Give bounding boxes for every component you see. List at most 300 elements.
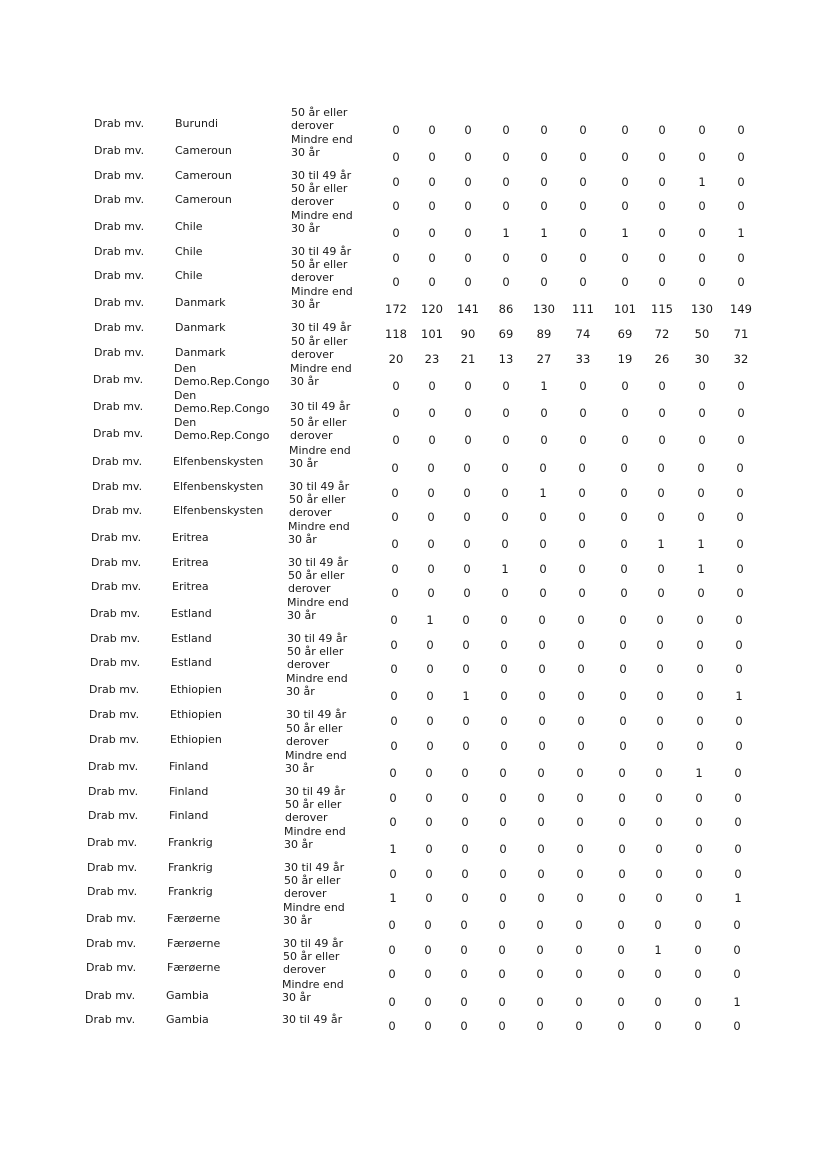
value-cell: 0 xyxy=(463,461,471,475)
value-cell: 0 xyxy=(655,766,663,780)
value-cell: 0 xyxy=(695,842,703,856)
value-cell: 0 xyxy=(736,461,744,475)
age-group-cell: 50 år eller derover xyxy=(290,416,347,442)
value-cell: 0 xyxy=(618,815,626,829)
value-cell: 0 xyxy=(656,689,664,703)
value-cell: 0 xyxy=(656,638,664,652)
value-cell: 0 xyxy=(540,150,548,164)
value-cell: 0 xyxy=(501,510,509,524)
value-cell: 0 xyxy=(464,226,472,240)
crime-type-cell: Drab mv. xyxy=(89,683,140,696)
value-cell: 0 xyxy=(463,586,471,600)
value-cell: 89 xyxy=(536,327,552,341)
age-group-cell: Mindre end 30 år xyxy=(287,596,349,622)
value-cell: 0 xyxy=(540,251,548,265)
value-cell: 0 xyxy=(502,123,510,137)
value-cell: 0 xyxy=(389,867,397,881)
value-cell: 0 xyxy=(696,714,704,728)
value-cell: 30 xyxy=(694,352,710,366)
value-cell: 0 xyxy=(578,586,586,600)
crime-type-cell: Drab mv. xyxy=(87,836,138,849)
value-cell: 32 xyxy=(733,352,749,366)
crime-type-cell: Drab mv. xyxy=(94,117,145,130)
value-cell: 0 xyxy=(658,406,666,420)
value-cell: 72 xyxy=(654,327,670,341)
value-cell: 0 xyxy=(578,461,586,475)
value-cell: 27 xyxy=(536,352,552,366)
value-cell: 0 xyxy=(428,150,436,164)
crime-type-cell: Drab mv. xyxy=(94,245,145,258)
value-cell: 0 xyxy=(462,739,470,753)
age-group-cell: 30 til 49 år xyxy=(291,321,352,334)
age-group-cell: Mindre end 30 år xyxy=(291,285,353,311)
value-cell: 0 xyxy=(464,123,472,137)
value-cell: 0 xyxy=(695,867,703,881)
value-cell: 0 xyxy=(656,662,664,676)
age-group-cell: 30 til 49 år xyxy=(290,400,351,413)
value-cell: 0 xyxy=(577,613,585,627)
crime-type-cell: Drab mv. xyxy=(94,193,145,206)
value-cell: 0 xyxy=(538,739,546,753)
value-cell: 74 xyxy=(575,327,591,341)
value-cell: 0 xyxy=(462,714,470,728)
value-cell: 1 xyxy=(540,226,548,240)
crime-type-cell: Drab mv. xyxy=(91,531,142,544)
value-cell: 0 xyxy=(621,433,629,447)
value-cell: 0 xyxy=(737,251,745,265)
value-cell: 0 xyxy=(388,1019,396,1033)
value-cell: 0 xyxy=(578,510,586,524)
value-cell: 0 xyxy=(697,510,705,524)
value-cell: 0 xyxy=(425,867,433,881)
crime-type-cell: Drab mv. xyxy=(94,296,145,309)
value-cell: 0 xyxy=(391,537,399,551)
value-cell: 0 xyxy=(619,714,627,728)
value-cell: 1 xyxy=(389,891,397,905)
age-group-cell: 30 til 49 år xyxy=(284,861,345,874)
value-cell: 0 xyxy=(577,662,585,676)
value-cell: 0 xyxy=(658,175,666,189)
value-cell: 0 xyxy=(658,433,666,447)
value-cell: 0 xyxy=(537,815,545,829)
value-cell: 0 xyxy=(658,150,666,164)
crime-type-cell: Drab mv. xyxy=(86,961,137,974)
value-cell: 0 xyxy=(618,842,626,856)
value-cell: 1 xyxy=(733,995,741,1009)
value-cell: 0 xyxy=(579,379,587,393)
value-cell: 0 xyxy=(575,1019,583,1033)
value-cell: 0 xyxy=(736,586,744,600)
value-cell: 1 xyxy=(389,842,397,856)
value-cell: 0 xyxy=(698,275,706,289)
value-cell: 0 xyxy=(462,613,470,627)
value-cell: 0 xyxy=(498,918,506,932)
country-cell: Finland xyxy=(169,760,209,773)
country-cell: Elfenbenskysten xyxy=(173,504,264,517)
value-cell: 0 xyxy=(621,199,629,213)
value-cell: 0 xyxy=(576,842,584,856)
value-cell: 0 xyxy=(657,486,665,500)
value-cell: 0 xyxy=(498,967,506,981)
age-group-cell: 50 år eller derover xyxy=(285,798,342,824)
value-cell: 0 xyxy=(618,867,626,881)
value-cell: 0 xyxy=(658,275,666,289)
value-cell: 0 xyxy=(498,943,506,957)
value-cell: 0 xyxy=(579,150,587,164)
value-cell: 0 xyxy=(462,638,470,652)
crime-type-cell: Drab mv. xyxy=(87,861,138,874)
value-cell: 0 xyxy=(502,251,510,265)
value-cell: 0 xyxy=(733,1019,741,1033)
crime-type-cell: Drab mv. xyxy=(88,785,139,798)
value-cell: 0 xyxy=(426,662,434,676)
value-cell: 0 xyxy=(620,562,628,576)
crime-type-cell: Drab mv. xyxy=(87,885,138,898)
value-cell: 101 xyxy=(614,302,636,316)
age-group-cell: 50 år eller derover xyxy=(283,950,340,976)
age-group-cell: Mindre end 30 år xyxy=(289,444,351,470)
value-cell: 0 xyxy=(579,199,587,213)
value-cell: 0 xyxy=(694,967,702,981)
value-cell: 0 xyxy=(390,662,398,676)
value-cell: 0 xyxy=(538,689,546,703)
value-cell: 0 xyxy=(656,739,664,753)
value-cell: 0 xyxy=(735,739,743,753)
value-cell: 0 xyxy=(392,199,400,213)
age-group-cell: Mindre end 30 år xyxy=(290,362,352,388)
country-cell: Ethiopien xyxy=(170,683,222,696)
value-cell: 0 xyxy=(392,251,400,265)
value-cell: 0 xyxy=(617,943,625,957)
value-cell: 1 xyxy=(539,486,547,500)
value-cell: 0 xyxy=(617,995,625,1009)
value-cell: 0 xyxy=(579,275,587,289)
value-cell: 115 xyxy=(651,302,673,316)
value-cell: 1 xyxy=(654,943,662,957)
value-cell: 111 xyxy=(572,302,594,316)
value-cell: 0 xyxy=(463,562,471,576)
value-cell: 0 xyxy=(428,433,436,447)
value-cell: 0 xyxy=(502,175,510,189)
value-cell: 0 xyxy=(698,379,706,393)
value-cell: 0 xyxy=(734,815,742,829)
country-cell: Frankrig xyxy=(168,885,213,898)
value-cell: 0 xyxy=(657,461,665,475)
value-cell: 0 xyxy=(499,791,507,805)
value-cell: 0 xyxy=(392,433,400,447)
country-cell: Færøerne xyxy=(167,961,221,974)
age-group-cell: 30 til 49 år xyxy=(291,245,352,258)
country-cell: Frankrig xyxy=(168,861,213,874)
value-cell: 0 xyxy=(618,766,626,780)
country-cell: Finland xyxy=(169,785,209,798)
value-cell: 0 xyxy=(694,995,702,1009)
value-cell: 0 xyxy=(654,995,662,1009)
value-cell: 0 xyxy=(540,175,548,189)
age-group-cell: 50 år eller derover xyxy=(286,722,343,748)
crime-type-cell: Drab mv. xyxy=(93,400,144,413)
value-cell: 0 xyxy=(499,842,507,856)
value-cell: 120 xyxy=(421,302,443,316)
value-cell: 26 xyxy=(654,352,670,366)
crime-type-cell: Drab mv. xyxy=(85,989,136,1002)
value-cell: 0 xyxy=(426,689,434,703)
value-cell: 0 xyxy=(735,613,743,627)
value-cell: 0 xyxy=(737,275,745,289)
age-group-cell: Mindre end 30 år xyxy=(282,978,344,1004)
value-cell: 0 xyxy=(389,791,397,805)
value-cell: 13 xyxy=(498,352,514,366)
value-cell: 0 xyxy=(500,739,508,753)
value-cell: 0 xyxy=(426,714,434,728)
value-cell: 0 xyxy=(425,815,433,829)
value-cell: 1 xyxy=(697,562,705,576)
value-cell: 0 xyxy=(427,461,435,475)
value-cell: 0 xyxy=(388,995,396,1009)
value-cell: 0 xyxy=(461,815,469,829)
country-cell: Chile xyxy=(175,245,203,258)
value-cell: 0 xyxy=(617,1019,625,1033)
value-cell: 50 xyxy=(694,327,710,341)
value-cell: 0 xyxy=(621,275,629,289)
value-cell: 0 xyxy=(502,199,510,213)
value-cell: 0 xyxy=(694,918,702,932)
value-cell: 0 xyxy=(538,613,546,627)
country-cell: Finland xyxy=(169,809,209,822)
value-cell: 0 xyxy=(655,842,663,856)
value-cell: 0 xyxy=(464,433,472,447)
value-cell: 0 xyxy=(501,586,509,600)
value-cell: 0 xyxy=(499,766,507,780)
country-cell: Eritrea xyxy=(172,556,209,569)
value-cell: 0 xyxy=(576,766,584,780)
value-cell: 0 xyxy=(428,175,436,189)
country-cell: Elfenbenskysten xyxy=(173,455,264,468)
country-cell: Frankrig xyxy=(168,836,213,849)
value-cell: 0 xyxy=(390,739,398,753)
value-cell: 0 xyxy=(461,842,469,856)
value-cell: 0 xyxy=(655,791,663,805)
crime-type-cell: Drab mv. xyxy=(94,144,145,157)
value-cell: 130 xyxy=(691,302,713,316)
crime-type-cell: Drab mv. xyxy=(92,504,143,517)
value-cell: 0 xyxy=(735,662,743,676)
value-cell: 0 xyxy=(464,199,472,213)
crime-type-cell: Drab mv. xyxy=(94,346,145,359)
value-cell: 0 xyxy=(428,406,436,420)
value-cell: 0 xyxy=(536,918,544,932)
country-cell: Chile xyxy=(175,269,203,282)
country-cell: Estland xyxy=(171,632,212,645)
value-cell: 0 xyxy=(619,613,627,627)
value-cell: 0 xyxy=(696,689,704,703)
value-cell: 0 xyxy=(621,150,629,164)
value-cell: 0 xyxy=(501,486,509,500)
country-cell: Estland xyxy=(171,607,212,620)
value-cell: 0 xyxy=(578,486,586,500)
value-cell: 0 xyxy=(579,433,587,447)
value-cell: 0 xyxy=(577,689,585,703)
value-cell: 0 xyxy=(576,891,584,905)
value-cell: 0 xyxy=(655,867,663,881)
crime-type-cell: Drab mv. xyxy=(88,809,139,822)
value-cell: 0 xyxy=(577,714,585,728)
value-cell: 0 xyxy=(427,586,435,600)
country-cell: Chile xyxy=(175,220,203,233)
value-cell: 172 xyxy=(385,302,407,316)
value-cell: 0 xyxy=(502,406,510,420)
crime-type-cell: Drab mv. xyxy=(90,656,141,669)
value-cell: 0 xyxy=(391,461,399,475)
value-cell: 0 xyxy=(428,199,436,213)
value-cell: 0 xyxy=(537,891,545,905)
value-cell: 0 xyxy=(696,638,704,652)
value-cell: 0 xyxy=(499,891,507,905)
value-cell: 0 xyxy=(733,967,741,981)
value-cell: 0 xyxy=(695,791,703,805)
crime-type-cell: Drab mv. xyxy=(85,1013,136,1026)
value-cell: 0 xyxy=(540,433,548,447)
value-cell: 0 xyxy=(392,123,400,137)
value-cell: 0 xyxy=(500,714,508,728)
value-cell: 0 xyxy=(425,842,433,856)
value-cell: 0 xyxy=(501,461,509,475)
value-cell: 0 xyxy=(733,918,741,932)
crime-type-cell: Drab mv. xyxy=(93,373,144,386)
value-cell: 0 xyxy=(575,967,583,981)
value-cell: 1 xyxy=(734,891,742,905)
value-cell: 1 xyxy=(698,175,706,189)
value-cell: 0 xyxy=(737,150,745,164)
value-cell: 0 xyxy=(698,251,706,265)
value-cell: 0 xyxy=(426,739,434,753)
value-cell: 149 xyxy=(730,302,752,316)
country-cell: Eritrea xyxy=(172,580,209,593)
value-cell: 141 xyxy=(457,302,479,316)
crime-type-cell: Drab mv. xyxy=(86,912,137,925)
crime-type-cell: Drab mv. xyxy=(86,937,137,950)
value-cell: 0 xyxy=(536,967,544,981)
value-cell: 0 xyxy=(737,406,745,420)
age-group-cell: 30 til 49 år xyxy=(291,169,352,182)
value-cell: 0 xyxy=(424,967,432,981)
value-cell: 0 xyxy=(698,433,706,447)
value-cell: 0 xyxy=(657,586,665,600)
value-cell: 0 xyxy=(540,275,548,289)
value-cell: 0 xyxy=(736,486,744,500)
value-cell: 0 xyxy=(464,406,472,420)
value-cell: 0 xyxy=(463,510,471,524)
value-cell: 1 xyxy=(501,562,509,576)
age-group-cell: 50 år eller derover xyxy=(291,106,348,132)
value-cell: 130 xyxy=(533,302,555,316)
value-cell: 0 xyxy=(502,275,510,289)
value-cell: 69 xyxy=(498,327,514,341)
value-cell: 0 xyxy=(737,379,745,393)
value-cell: 0 xyxy=(464,379,472,393)
value-cell: 0 xyxy=(392,379,400,393)
age-group-cell: 50 år eller derover xyxy=(284,874,341,900)
value-cell: 0 xyxy=(424,918,432,932)
value-cell: 0 xyxy=(540,123,548,137)
value-cell: 0 xyxy=(575,918,583,932)
value-cell: 0 xyxy=(464,175,472,189)
value-cell: 0 xyxy=(619,739,627,753)
value-cell: 0 xyxy=(427,562,435,576)
value-cell: 0 xyxy=(428,226,436,240)
value-cell: 0 xyxy=(462,662,470,676)
value-cell: 0 xyxy=(389,815,397,829)
value-cell: 0 xyxy=(697,461,705,475)
country-cell: Færøerne xyxy=(167,937,221,950)
crime-type-cell: Drab mv. xyxy=(92,455,143,468)
value-cell: 101 xyxy=(421,327,443,341)
value-cell: 0 xyxy=(737,123,745,137)
value-cell: 0 xyxy=(502,150,510,164)
value-cell: 0 xyxy=(539,586,547,600)
country-cell: Cameroun xyxy=(175,193,232,206)
value-cell: 0 xyxy=(392,275,400,289)
value-cell: 0 xyxy=(498,1019,506,1033)
value-cell: 0 xyxy=(579,123,587,137)
crime-type-cell: Drab mv. xyxy=(94,220,145,233)
value-cell: 0 xyxy=(733,943,741,957)
value-cell: 0 xyxy=(460,1019,468,1033)
value-cell: 0 xyxy=(618,891,626,905)
value-cell: 0 xyxy=(619,689,627,703)
value-cell: 0 xyxy=(391,562,399,576)
value-cell: 0 xyxy=(696,662,704,676)
value-cell: 0 xyxy=(578,562,586,576)
value-cell: 0 xyxy=(502,379,510,393)
value-cell: 0 xyxy=(540,406,548,420)
value-cell: 0 xyxy=(697,486,705,500)
value-cell: 0 xyxy=(654,1019,662,1033)
value-cell: 0 xyxy=(460,943,468,957)
value-cell: 0 xyxy=(657,510,665,524)
value-cell: 0 xyxy=(463,537,471,551)
value-cell: 0 xyxy=(427,537,435,551)
value-cell: 0 xyxy=(736,537,744,551)
value-cell: 0 xyxy=(463,486,471,500)
value-cell: 0 xyxy=(735,714,743,728)
value-cell: 0 xyxy=(698,150,706,164)
country-cell: Cameroun xyxy=(175,169,232,182)
value-cell: 0 xyxy=(425,891,433,905)
value-cell: 0 xyxy=(621,379,629,393)
value-cell: 0 xyxy=(464,275,472,289)
value-cell: 1 xyxy=(540,379,548,393)
value-cell: 21 xyxy=(460,352,476,366)
value-cell: 0 xyxy=(620,510,628,524)
value-cell: 0 xyxy=(698,123,706,137)
country-cell: Eritrea xyxy=(172,531,209,544)
value-cell: 1 xyxy=(462,689,470,703)
value-cell: 0 xyxy=(392,226,400,240)
age-group-cell: Mindre end 30 år xyxy=(284,825,346,851)
country-cell: Burundi xyxy=(175,117,219,130)
value-cell: 0 xyxy=(537,766,545,780)
value-cell: 0 xyxy=(654,918,662,932)
crime-type-cell: Drab mv. xyxy=(90,607,141,620)
value-cell: 0 xyxy=(576,867,584,881)
country-cell: Danmark xyxy=(175,321,226,334)
value-cell: 0 xyxy=(579,175,587,189)
value-cell: 0 xyxy=(577,739,585,753)
value-cell: 0 xyxy=(736,562,744,576)
value-cell: 0 xyxy=(390,689,398,703)
value-cell: 0 xyxy=(694,1019,702,1033)
